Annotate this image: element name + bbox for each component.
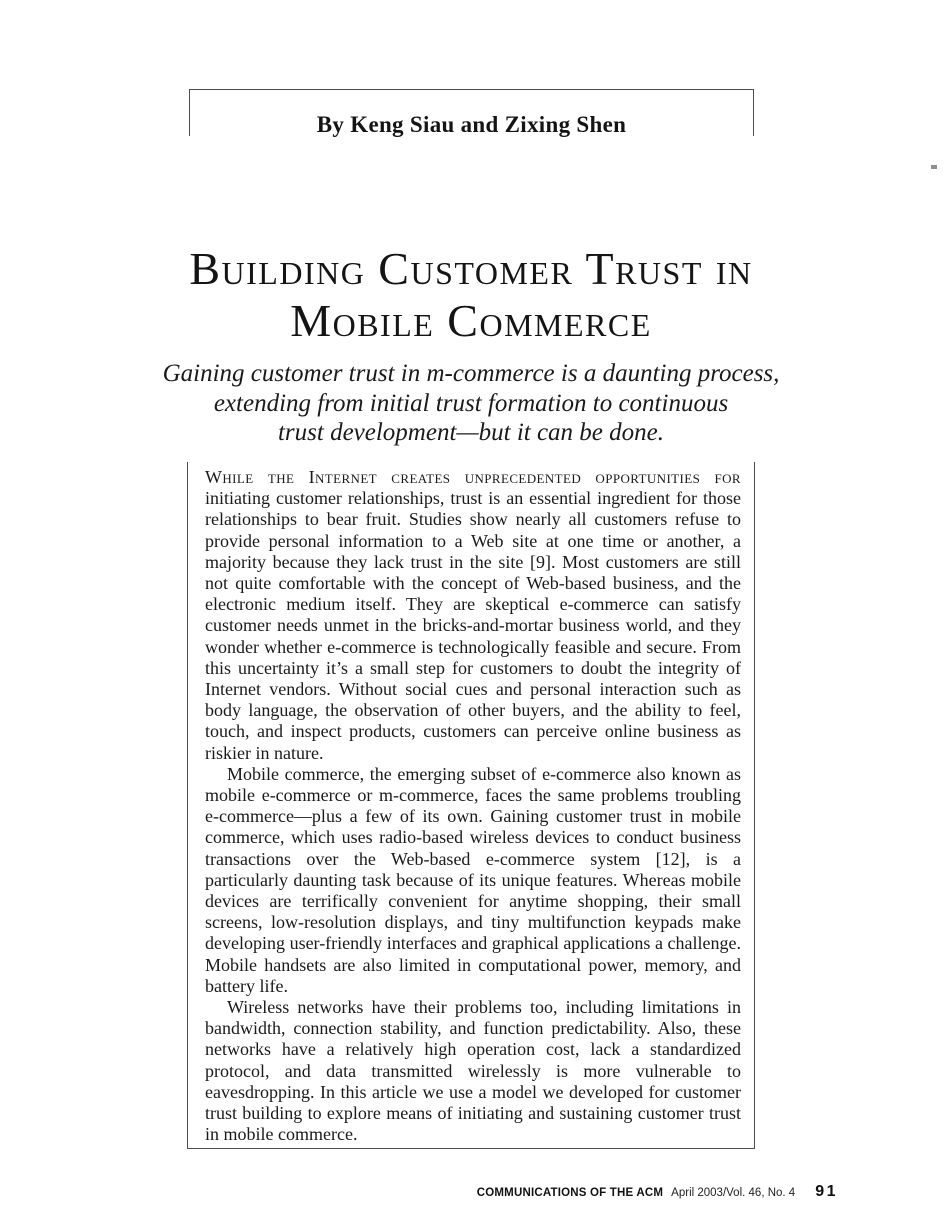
page-footer: [477, 1183, 838, 1201]
article-title-line-1: Building Customer Trust in: [189, 243, 753, 294]
byline-text: By Keng Siau and Zixing Shen: [316, 112, 627, 137]
body-text-frame: [187, 462, 755, 1149]
paragraph-1: [205, 467, 741, 764]
printers-mark: [931, 165, 937, 169]
paragraph-3: Wireless networks have their problems too, including limitations in bandwidth, connection stability, and function predictability. Also, these networks have a relatively high operation cost, lack a standardized protocol, and data transmitted wirelessly is more vulnerable to eavesdropping. In this article we use a model we developed for customer trust building to explore means of initiating and sustaining customer trust in mobile commerce.: [205, 997, 741, 1145]
article-subtitle: [96, 359, 846, 448]
page-number: 91: [815, 1183, 838, 1200]
journal-name: COMMUNICATIONS OF THE ACM: [476, 1187, 664, 1199]
article-title-line-2: Mobile Commerce: [290, 295, 652, 346]
subtitle-line: trust development—but it can be done.: [277, 419, 665, 446]
leadin-small-caps: While the Internet creates unprecedented opportunities for: [205, 467, 741, 487]
article-title: [96, 243, 846, 347]
subtitle-line: extending from initial trust formation to continuous: [213, 389, 729, 417]
subtitle-line: Gaining customer trust in m-commerce is a daunting process,: [162, 360, 780, 387]
issue-info: April 2003/Vol. 46, No. 4: [671, 1187, 796, 1199]
paragraph-1-rest: initiating customer relationships, trust is an essential ingredient for those relationships to bear fruit. Studies show nearly all customers refuse to provide personal information to a Web site at one time or another, a majority because they lack trust in the site [9]. Most customers are still not quite comfortable with the concept of Web-based business, and the electronic medium itself. They are skeptical e-commerce can satisfy customer needs unmet in the bricks-and-mortar business world, and they wonder whether e-commerce is technologically feasible and secure. From this uncertainty it’s a small step for customers to doubt the integrity of Internet vendors. Without social cues and personal interaction such as body language, the observation of other buyers, and the ability to feel, touch, and inspect products, customers can perceive online business as riskier in nature.: [205, 488, 741, 763]
paragraph-2: Mobile commerce, the emerging subset of e-commerce also known as mobile e-commerce or m-commerce, faces the same problems troubling e-commerce—plus a few of its own. Gaining customer trust in mobile commerce, which uses radio-based wireless devices to conduct business transactions over the Web-based e-commerce system [12], is a particularly daunting task because of its unique features. Whereas mobile devices are terrifically convenient for anytime shopping, their small screens, low-resolution displays, and tiny multifunction keypads make developing user-friendly interfaces and graphical applications a challenge. Mobile handsets are also limited in computational power, memory, and battery life.: [205, 763, 741, 996]
body-text: [205, 467, 741, 1146]
